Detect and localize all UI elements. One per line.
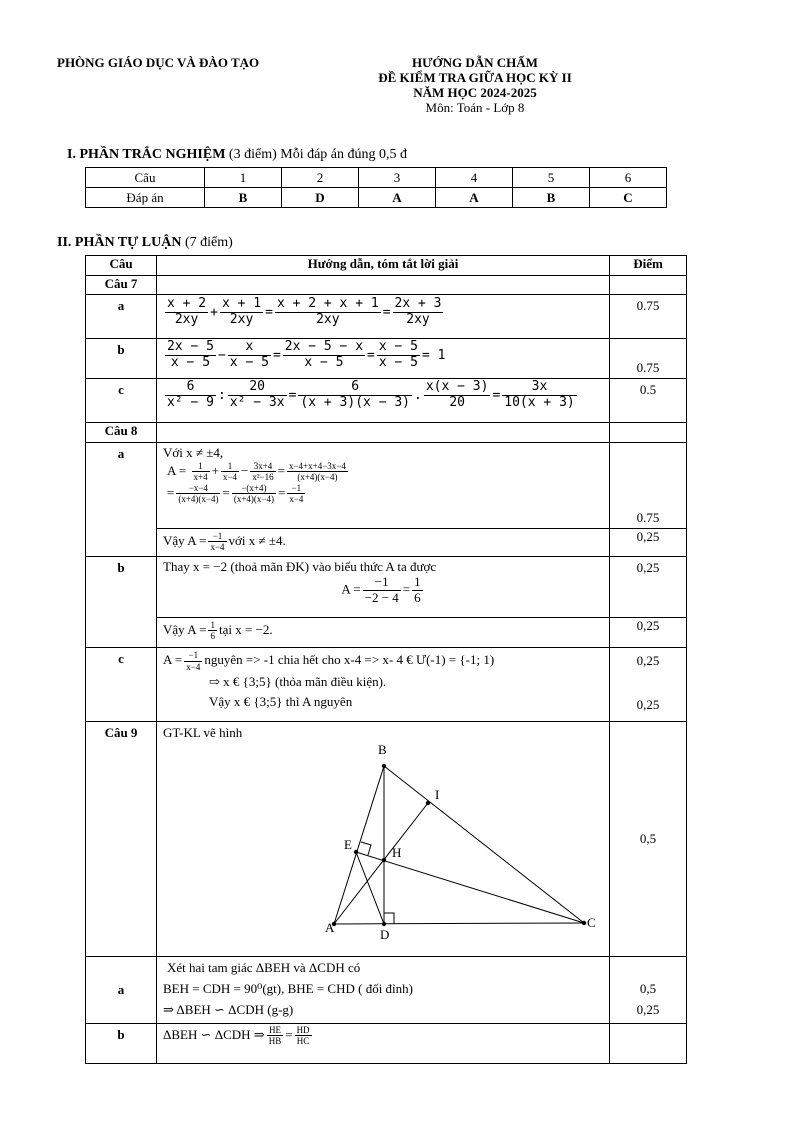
numerator: x − 5 [378, 339, 419, 354]
fraction [176, 483, 220, 505]
fraction [287, 461, 348, 483]
numerator: 2x − 5 − x [284, 339, 364, 354]
solution-7a: $\frac{x + 2}{2xy}$ + $\frac{x + 1}{2xy}$ = $\frac{x + 2 + x + 1}{2xy}$ = $\frac{2x + 3}{2xy}$ [157, 295, 610, 339]
solution-9a-line-3: ⇒ ΔBEH ∽ ΔCDH (g-g) [163, 1002, 294, 1017]
fraction [221, 461, 239, 483]
row-9b [86, 1024, 687, 1064]
empty-cell [610, 423, 687, 443]
denominator: HB [268, 1036, 282, 1047]
fraction [393, 297, 444, 328]
part2-note: (7 điểm) [184, 235, 233, 250]
segment-ed [356, 852, 384, 924]
denominator: 6 [414, 589, 421, 605]
answer-cell: A [436, 188, 513, 208]
col-header-score: Điểm [610, 256, 687, 276]
part-label: c [86, 648, 157, 722]
label-e: E [344, 837, 352, 852]
point-i [426, 801, 430, 805]
numerator: 20 [228, 380, 287, 396]
score-8c-2: 0,25 [636, 697, 660, 712]
score-7c: 0.5 [610, 379, 687, 423]
label-h: H [392, 845, 402, 860]
numerator: x−4+x+4−3x−4 [288, 461, 346, 471]
solution-9a [157, 957, 610, 1024]
doc-title-block [330, 55, 620, 115]
fraction [228, 340, 271, 371]
answer-cell: B [513, 188, 590, 208]
solution-table [85, 255, 687, 1064]
fraction [192, 461, 210, 483]
part1-heading: I. PHẦN TRẮC NGHIỆM [67, 147, 226, 162]
score-8a-2: 0,25 [610, 529, 687, 557]
expression-line-2: = $\frac{-x-4}{(x+4)(x-4)}$ = $\frac{-(x+4)}{(x+4)(x-4)}$ = $\frac{-1}{x-4}$ [167, 482, 304, 505]
score-8b-2: 0,25 [610, 618, 687, 648]
denominator: (x + 3)(x − 3) [300, 394, 410, 410]
denominator: x−4 [222, 472, 238, 483]
numerator: x(x − 3) [425, 379, 489, 394]
score-7b: 0.75 [610, 339, 687, 379]
numerator: 6 [165, 380, 216, 396]
section-label: Câu 9 [86, 722, 157, 957]
row-8a [86, 443, 687, 529]
numerator: −1 [363, 575, 401, 591]
numerator: 3x [502, 380, 576, 396]
answer-cell: B [205, 188, 282, 208]
answer-table-row-answers [86, 188, 667, 208]
fraction [220, 297, 263, 328]
row-8b [86, 557, 687, 618]
numerator: −1 [184, 650, 202, 661]
question-number: 2 [282, 168, 359, 188]
denominator: x² − 9 [167, 394, 214, 410]
label-b: B [378, 742, 387, 757]
fraction [412, 575, 423, 606]
numerator: HE [267, 1025, 284, 1036]
gt-kl: GT-KL vẽ hình [163, 725, 243, 740]
section-row-cau7 [86, 276, 687, 295]
fraction [283, 340, 365, 371]
part-label: b [86, 1024, 157, 1064]
part1-note: (3 điểm) Mỗi đáp án đúng 0,5 đ [228, 147, 408, 162]
row-8a-conclusion [86, 529, 687, 557]
fraction [424, 380, 491, 411]
empty-cell [157, 423, 610, 443]
fraction [208, 620, 217, 642]
row-7c [86, 379, 687, 423]
denominator: x − 5 [304, 354, 344, 370]
score-8c-1: 0,25 [636, 653, 660, 668]
fraction [232, 483, 276, 505]
score-8b-1: 0,25 [610, 557, 687, 618]
part-label: b [86, 557, 157, 618]
conclusion-8b [157, 618, 610, 648]
answer-table-row-questions [86, 168, 667, 188]
solution-8c-line-2: ⇨ x € {3;5} (thỏa mãn điều kiện). [209, 673, 387, 689]
row-8b-conclusion [86, 618, 687, 648]
question-number: 6 [590, 168, 667, 188]
solution-8b [157, 557, 610, 618]
solution-8c-line-3: Vậy x € {3;5} thì A nguyên [209, 693, 353, 709]
denominator: x−4 [210, 542, 225, 553]
empty-cell [157, 276, 610, 295]
denominator: x²−16 [252, 472, 274, 483]
solution-8c-line-1 [163, 650, 603, 672]
fraction [184, 650, 202, 672]
numerator: 1 [221, 461, 239, 472]
fraction [228, 380, 287, 411]
denominator: (x+4)(x−4) [178, 494, 219, 505]
question-number: 3 [359, 168, 436, 188]
fraction [165, 340, 216, 371]
triangle-figure [163, 741, 603, 951]
numerator: −x−4 [176, 483, 220, 494]
denominator: 20 [449, 394, 465, 410]
segment-ab [334, 766, 384, 924]
fraction [295, 1025, 312, 1047]
denominator: x² − 3x [229, 394, 285, 410]
substitution-text: Thay x = −2 (thoả mãn ĐK) vào biểu thức A ta được [163, 559, 437, 574]
conclusion-8a [157, 529, 610, 557]
department-name: PHÒNG GIÁO DỤC VÀ ĐÀO TẠO [57, 55, 260, 70]
conclusion-prefix: Vậy A = [163, 532, 207, 548]
solution-8a [157, 443, 610, 529]
denominator: 2xy [229, 311, 254, 327]
equation-prefix: A = [341, 581, 361, 597]
row-8c [86, 648, 687, 722]
part2-heading: II. PHẦN TỰ LUẬN [57, 235, 182, 250]
numerator: −1 [287, 483, 305, 494]
denominator: x+4 [193, 472, 208, 483]
point-b [382, 764, 386, 768]
answer-table [85, 167, 667, 208]
fraction [267, 1025, 284, 1047]
numerator: x + 2 [167, 296, 207, 311]
fraction [363, 575, 401, 606]
row-7a [86, 295, 687, 339]
denominator: x − 5 [229, 354, 269, 370]
segment-bc [384, 766, 584, 923]
conclusion-suffix: với x ≠ ±4. [228, 532, 286, 548]
part-label: b [86, 339, 157, 379]
fraction [377, 340, 420, 371]
right-angle-d [384, 913, 394, 924]
row-9a [86, 957, 687, 1024]
question-number: 4 [436, 168, 513, 188]
numerator: HD [296, 1025, 310, 1035]
denominator: 6 [210, 631, 215, 642]
section-label: Câu 8 [86, 423, 157, 443]
denominator: x−4 [289, 494, 304, 505]
solution-9b-prefix: ΔBEH ∽ ΔCDH ⇒ [163, 1026, 265, 1042]
altitude-ce [356, 852, 584, 923]
doc-title-3: NĂM HỌC 2024-2025 [413, 85, 537, 100]
condition: Với x ≠ ±4, [163, 445, 224, 460]
numerator: 2x + 3 [394, 296, 442, 311]
numerator: 2x − 5 [167, 339, 214, 354]
label-c: C [587, 915, 596, 930]
solution-9a-line-1: Xét hai tam giác ΔBEH và ΔCDH có [167, 960, 361, 975]
section-label: Câu 7 [86, 276, 157, 295]
numerator: −(x+4) [232, 483, 276, 494]
solution-header-row [86, 256, 687, 276]
empty-cell [86, 529, 157, 557]
denominator: −2 − 4 [364, 589, 399, 605]
denominator: 2xy [316, 311, 340, 327]
part-label: a [86, 295, 157, 339]
conclusion-prefix: Vậy A = [163, 621, 207, 637]
label-d: D [380, 927, 390, 942]
doc-subject: Môn: Toán - Lớp 8 [425, 100, 525, 115]
numerator: 6 [298, 380, 412, 396]
label-a: A [325, 920, 335, 935]
doc-title-2: ĐỀ KIỂM TRA GIỮA HỌC KỲ II [378, 70, 572, 85]
empty-cell [610, 276, 687, 295]
part-label: c [86, 379, 157, 423]
label-i: I [435, 787, 440, 802]
answer-cell: A [359, 188, 436, 208]
segment-ai [334, 803, 428, 924]
row-9 [86, 722, 687, 957]
answer-cell: D [282, 188, 359, 208]
answer-table-label: Đáp án [86, 188, 205, 208]
label-a: A = [167, 462, 187, 478]
score-9a [610, 957, 687, 1024]
score-8a-1: 0.75 [610, 443, 687, 529]
numerator: −1 [208, 531, 226, 542]
denominator: 2xy [406, 311, 430, 327]
numerator: 1 [192, 461, 210, 472]
solution-7b: $\frac{2x - 5}{x - 5}$ − $\frac{x}{x - 5}$ = $\frac{2x - 5 - x}{x - 5}$ = $\frac{x - 5}{x - 5}$ = 1 [157, 339, 610, 379]
segment-ac [334, 923, 584, 924]
score-9a-1: 0,5 [639, 981, 657, 996]
point-h [382, 858, 386, 862]
score-9a-2: 0,25 [636, 1002, 660, 1017]
equation-prefix: A = [163, 652, 183, 667]
denominator: x−4 [186, 661, 201, 672]
numerator: x [228, 340, 271, 356]
part1-heading-line [67, 147, 407, 163]
question-number: 5 [513, 168, 590, 188]
denominator: 10(x + 3) [504, 394, 575, 410]
point-c [582, 921, 586, 925]
score-9-figure: 0,5 [610, 722, 687, 957]
solution-8c-text: nguyên => -1 chia hết cho x-4 => x- 4 € Ư(-1) = {-1; 1) [204, 652, 495, 667]
point-d [382, 922, 386, 926]
fraction [275, 297, 381, 328]
empty-cell [610, 1024, 687, 1064]
fraction [165, 380, 216, 411]
col-header-cau: Câu [86, 256, 157, 276]
part2-heading-line [57, 235, 233, 251]
part-label: a [86, 957, 157, 1024]
answer-table-header: Câu [86, 168, 205, 188]
denominator: x − 5 [378, 354, 419, 370]
expression-line-1: A = $\frac{1}{x+4}$ + $\frac{1}{x-4}$ − $\frac{3x+4}{\text{x²−16}}$ = $\frac{x-4+x+4-3x-4}{(x+4)(x-4)}$ [167, 461, 346, 483]
solution-9-figure [157, 722, 610, 957]
solution-9b: ΔBEH ∽ ΔCDH ⇒ $\frac{HE}{HB}$ = $\frac{HD}{HC}$ [157, 1024, 610, 1064]
conclusion-suffix: tại x = −2. [218, 621, 273, 637]
point-e [354, 850, 358, 854]
denominator: 2xy [174, 311, 199, 327]
fraction [298, 380, 412, 411]
numerator: x + 2 + x + 1 [276, 296, 379, 311]
denominator: x − 5 [170, 354, 211, 370]
fraction [250, 461, 275, 483]
result: = 1 [422, 347, 446, 363]
solution-8c [157, 648, 610, 722]
solution-7c: $\frac{6}{\text{x² − 9}}$ : $\frac{20}{\text{x² − 3x}}$ = $\frac{6}{(x + 3)(x - 3)}$ . $\frac{x(x - 3)}{20}$ = $\frac{3x}{10(x + 3)}$ [157, 379, 610, 423]
score-7a: 0.75 [610, 295, 687, 339]
score-8c [610, 648, 687, 722]
substitution-result: A = $\frac{-1}{-2 - 4}$ = $\frac{1}{6}$ [341, 574, 421, 605]
empty-cell [86, 618, 157, 648]
question-number: 1 [205, 168, 282, 188]
section-row-cau8 [86, 423, 687, 443]
numerator: x + 1 [221, 296, 262, 311]
right-angle-e [361, 842, 371, 855]
answer-cell: C [590, 188, 667, 208]
fraction [502, 380, 576, 411]
denominator: HC [296, 1036, 310, 1047]
part-label: a [86, 443, 157, 529]
fraction [287, 483, 305, 505]
fraction [208, 531, 226, 553]
fraction [165, 297, 208, 328]
denominator: (x+4)(x−4) [297, 472, 338, 483]
numerator: 1 [210, 620, 215, 630]
row-7b [86, 339, 687, 379]
denominator: (x+4)(x−4) [233, 494, 274, 505]
doc-title-1: HƯỚNG DẪN CHẤM [412, 55, 538, 70]
numerator: 1 [414, 574, 421, 589]
solution-9a-line-2: BEH = CDH = 90⁰(gt), BHE = CHD ( đối đỉnh) [163, 981, 414, 996]
col-header-guide: Hướng dẫn, tóm tắt lời giải [157, 256, 610, 276]
numerator: 3x+4 [250, 461, 275, 472]
